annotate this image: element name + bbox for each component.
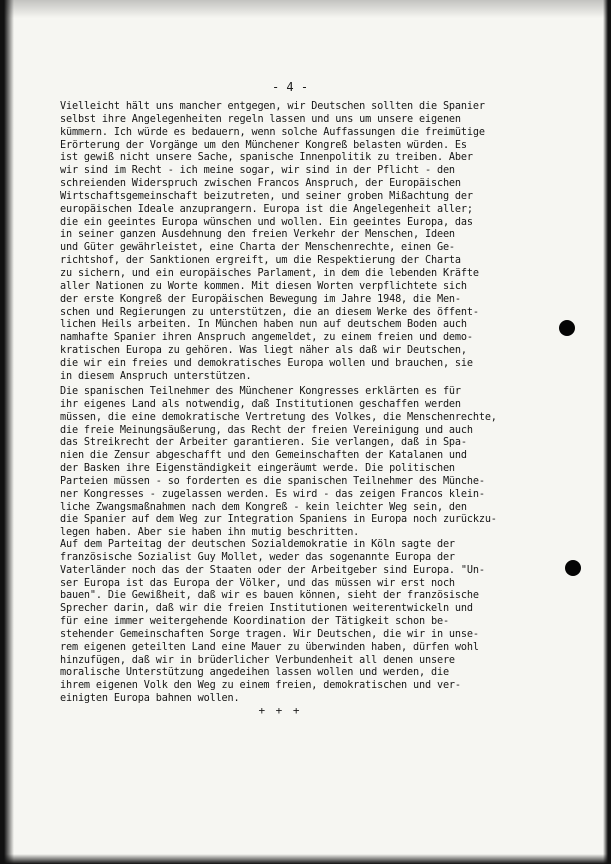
text-line: legen haben. Aber sie haben ihn mutig beschritten. [60,527,360,539]
text-line: kümmern. Ich würde es bedauern, wenn solche Auffassungen die freimütige [60,126,485,138]
text-line: nien die Zensur abgeschafft und den Gemeinschaften der Katalanen und [60,450,467,462]
text-line: das Streikrecht der Arbeiter garantieren. Sie verlangen, daß in Spa- [60,437,467,449]
scan-edge-left [0,0,14,864]
text-line: und Güter gewährleistet, eine Charta der Menschenrechte, einen Ge- [60,242,455,254]
text-line: französische Sozialist Guy Mollet, weder das sogenannte Europa der [60,551,455,563]
text-line: ner Kongresses - zugelassen werden. Es wird - das zeigen Francos klein- [60,488,485,500]
text-line: in diesem Anspruch unterstützen. [60,370,252,382]
scan-edge-right [603,0,611,864]
text-line: selbst ihre Angelegenheiten regeln lassen und uns um unsere eigenen [60,113,461,125]
text-line: lichen Heils arbeiten. In München haben nun auf deutschem Boden auch [60,319,467,331]
text-line: müssen, die eine demokratische Vertretung des Volkes, die Menschenrechte, [60,411,497,423]
text-line: wir sind im Recht - ich meine sogar, wir sind in der Pflicht - den [60,165,455,177]
scan-edge-top [0,0,611,18]
paragraph-1 [60,101,558,384]
text-line: Vaterländer noch das der Staaten oder der Arbeitgeber sind Europa. "Un- [60,564,485,576]
text-line: bauen". Die Gewißheit, daß wir es bauen können, sieht der französische [60,590,479,602]
text-line: europäischen Ideale anzuprangern. Europa ist die Angelegenheit aller; [60,203,473,215]
text-line: stehender Gemeinschaften Sorge tragen. Wir Deutschen, die wir in unse- [60,628,479,640]
text-line: richtshof, der Sanktionen ergreift, um die Respektierung der Charta [60,255,461,267]
text-line: die Spanier auf dem Weg zur Integration Spaniens in Europa noch zurückzu- [60,514,497,526]
text-line: liche Zwangsmaßnahmen nach dem Kongreß - kein leichter Weg sein, den [60,501,467,513]
text-line: Wirtschaftsgemeinschaft beizutreten, und seiner groben Mißachtung der [60,190,473,202]
text-line: Die spanischen Teilnehmer des Münchener Kongresses erklärten es für [60,386,461,397]
text-line: ihrem eigenen Volk den Weg zu einem freien, demokratischen und ver- [60,680,461,692]
paragraph-3 [60,539,558,706]
scan-edge-bottom [0,854,611,864]
text-line: der Basken ihre Eigenständigkeit eingeräumt werde. Die politischen [60,463,455,475]
paragraph-2 [60,386,558,540]
closing-mark: + + + [258,704,302,717]
text-line: kratischen Europa zu gehören. Was liegt näher als daß wir Deutschen, [60,345,467,357]
text-line: einigten Europa bahnen wollen. [60,693,240,705]
text-line: aller Nationen zu Worte kommen. Mit diesen Worten verpflichtete sich [60,280,467,292]
text-line: namhafte Spanier ihren Anspruch angemeldet, zu einem freien und demo- [60,332,473,344]
text-line: schreienden Widerspruch zwischen Francos Anspruch, der Europäischen [60,178,461,190]
text-line: schen und Regierungen zu unterstützen, die an diesem Werke des öffent- [60,306,479,318]
text-line: Vielleicht hält uns mancher entgegen, wir Deutschen sollten die Spanier [60,101,485,112]
text-line: ihr eigenes Land als notwendig, daß Institutionen geschaffen werden [60,398,461,410]
text-line: Sprecher darin, daß wir die freien Institutionen weiterentwickeln und [60,603,473,615]
punch-hole [559,320,575,336]
text-line: ser Europa ist das Europa der Völker, und das müssen wir erst noch [60,577,455,589]
text-line: für eine immer weitergehende Koordination der Tätigkeit schon be- [60,616,449,628]
text-line: in seiner ganzen Ausdehnung den freien Verkehr der Menschen, Ideen [60,229,455,241]
text-line: zu sichern, und ein europäisches Parlament, in dem die lebenden Kräfte [60,267,479,279]
text-line: ist gewiß nicht unsere Sache, spanische Innenpolitik zu treiben. Aber [60,152,473,164]
text-line: moralische Unterstützung angedeihen lassen wollen und werden, die [60,667,449,679]
text-line: rem eigenen geteilten Land eine Mauer zu überwinden haben, dürfen wohl [60,641,479,653]
punch-hole [565,560,581,576]
text-line: Erörterung der Vorgänge um den Münchener Kongreß belasten würden. Es [60,139,467,151]
text-line: die ein geeintes Europa wünschen und wollen. Ein geeintes Europa, das [60,216,473,228]
text-line: die freie Meinungsäußerung, das Recht der freien Vereinigung und auch [60,424,473,436]
page-number: - 4 - [271,80,309,94]
text-line: die wir ein freies und demokratisches Europa wollen und brauchen, sie [60,357,473,369]
text-line: Auf dem Parteitag der deutschen Sozialdemokratie in Köln sagte der [60,539,455,550]
text-line: Parteien müssen - so forderten es die spanischen Teilnehmer des Münche- [60,475,485,487]
text-line: hinzufügen, daß wir in brüderlicher Verbundenheit all denen unsere [60,654,455,666]
text-line: der erste Kongreß der Europäischen Bewegung im Jahre 1948, die Men- [60,293,461,305]
